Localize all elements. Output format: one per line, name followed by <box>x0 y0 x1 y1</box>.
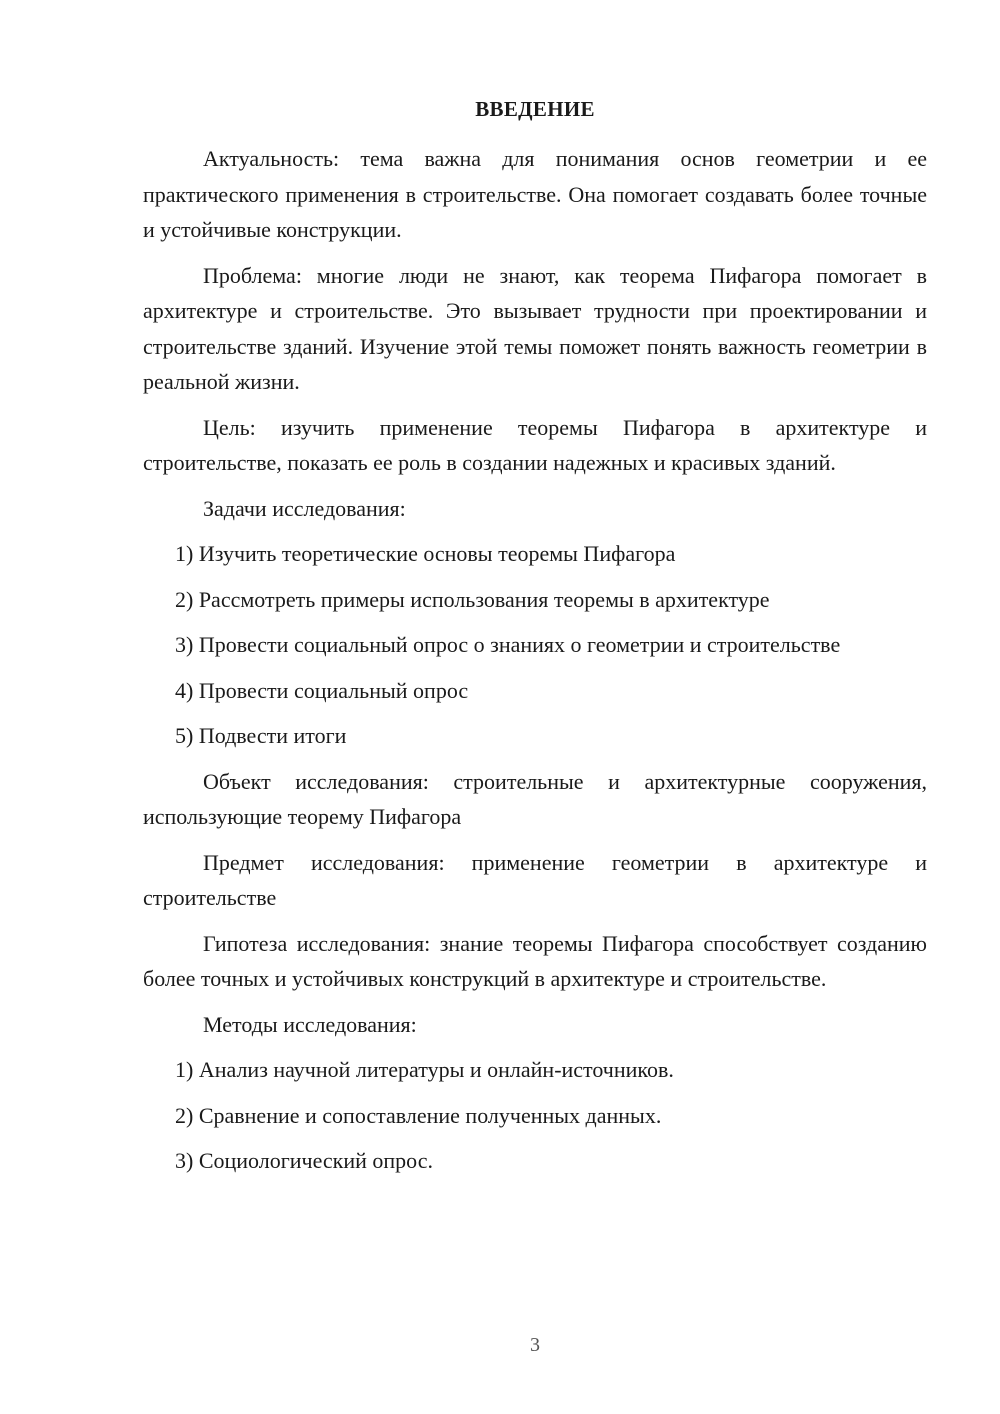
paragraph-object: Объект исследования: строительные и архитектурные сооружения, использующие теорему Пифагора <box>143 768 927 829</box>
task-item: 5) Подвести итоги <box>175 723 347 748</box>
page-number: 3 <box>530 1334 540 1356</box>
task-item: 3) Провести социальный опрос о знаниях о геометрии и строительстве <box>175 632 841 657</box>
task-item: 4) Провести социальный опрос <box>175 677 469 703</box>
document-body <box>143 141 927 1189</box>
task-item: 1) Изучить теоретические основы теоремы Пифагора <box>175 541 676 566</box>
paragraph-relevance: Актуальность: тема важна для понимания основ геометрии и ее практического применения в строительстве. Она помогает создавать более точные и устойчивые конструкции. <box>143 146 927 242</box>
paragraph-goal: Цель: изучить применение теоремы Пифагора в архитектуре и строительстве, показать ее роль в создании надежных и красивых зданий. <box>143 414 927 475</box>
method-item: 2) Сравнение и сопоставление полученных данных. <box>175 1102 662 1128</box>
task-item: 2) Рассмотреть примеры использования теоремы в архитектуре <box>175 586 770 612</box>
method-item: 3) Социологический опрос. <box>175 1148 433 1173</box>
paragraph-hypothesis: Гипотеза исследования: знание теоремы Пифагора способствует созданию более точных и устойчивых конструкций в архитектуре и строительстве. <box>143 930 927 991</box>
section-heading: ВВЕДЕНИЕ <box>475 97 595 121</box>
paragraph-subject: Предмет исследования: применение геометрии в архитектуре и строительстве <box>143 849 927 910</box>
tasks-title: Задачи исследования: <box>203 495 406 521</box>
method-item: 1) Анализ научной литературы и онлайн-источников. <box>175 1057 674 1082</box>
paragraph-problem: Проблема: многие люди не знают, как теорема Пифагора помогает в архитектуре и строительстве. Это вызывает трудности при проектировании и строительстве зданий. Изучение этой темы поможет понять важность геометрии в реальной жизни. <box>143 262 927 394</box>
methods-title: Методы исследования: <box>203 1011 417 1037</box>
